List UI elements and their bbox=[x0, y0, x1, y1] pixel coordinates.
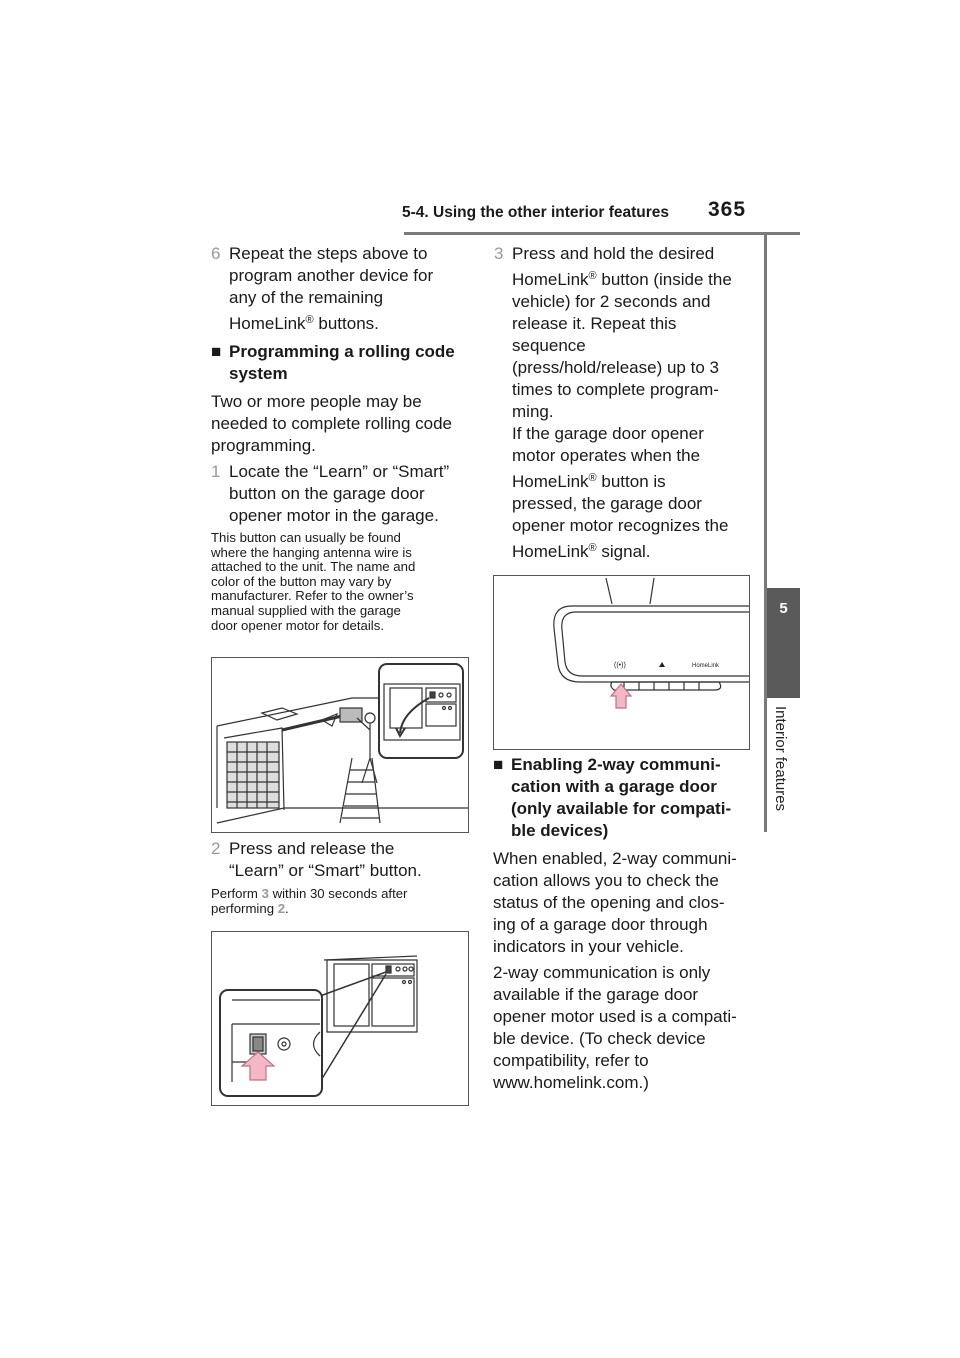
step-number: 6 bbox=[211, 244, 221, 263]
garage-illustration bbox=[211, 657, 469, 833]
header-divider bbox=[404, 232, 800, 235]
step-number: 2 bbox=[211, 839, 221, 858]
learn-button-drawing bbox=[212, 932, 468, 1105]
step-number: 1 bbox=[211, 462, 221, 481]
pointer-arrow bbox=[611, 684, 631, 708]
intro-paragraph: Two or more people may be needed to complete rolling code programming. bbox=[211, 392, 452, 455]
mirror-triangle-icon bbox=[659, 662, 665, 667]
paragraph-2way-compatibility: 2-way communication is only available if the garage door opener motor used is a compati- ble device. (To check device compatibility, refer to www.homelink.com.) bbox=[493, 963, 737, 1092]
garage-drawing bbox=[212, 658, 468, 832]
paragraph-2way-description: When enabled, 2-way communi- cation allows you to check the status of the opening and clos- ing of a garage door through indicators in your vehicle. bbox=[493, 849, 737, 956]
heading-marker: ■ bbox=[211, 342, 222, 361]
note-button-location: This button can usually be found where the hanging antenna wire is attached to the unit. The name and color of the button may vary by manufacturer. Refer to the owner’s manual supplied with the garage door opener motor for details. bbox=[211, 530, 416, 633]
mirror-drawing bbox=[494, 576, 749, 749]
chapter-label: Interior features bbox=[772, 706, 789, 812]
section-title: 5-4. Using the other interior features bbox=[402, 204, 669, 221]
side-divider bbox=[764, 232, 767, 832]
homelink-logo: HomeLink bbox=[692, 663, 720, 669]
note-timing: Perform 3 within 30 seconds after performing 2. bbox=[211, 886, 408, 916]
step-number: 3 bbox=[494, 244, 504, 263]
heading-marker: ■ bbox=[493, 755, 504, 774]
mirror-indicator-icon: ((•)) bbox=[614, 662, 626, 669]
page-number: 365 bbox=[708, 198, 747, 221]
chapter-number: 5 bbox=[779, 600, 788, 617]
rearview-mirror-illustration bbox=[493, 575, 750, 750]
learn-button-illustration bbox=[211, 931, 469, 1106]
